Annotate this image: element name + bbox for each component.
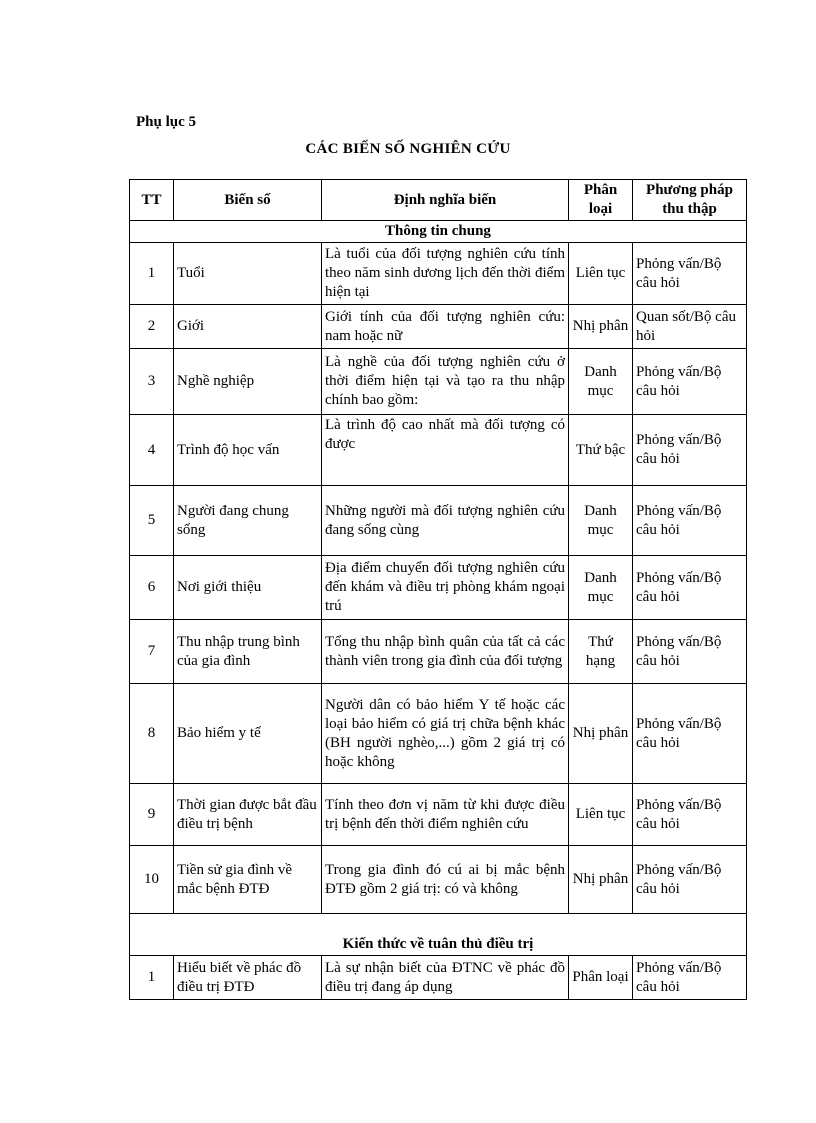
table-row bbox=[130, 349, 747, 415]
variables-table bbox=[129, 179, 747, 1000]
row-classification: Thứ hạng bbox=[569, 620, 633, 684]
row-definition: Là nghề của đối tượng nghiên cứu ở thời điểm hiện tại và tạo ra thu nhập chính bao gồm: bbox=[322, 349, 569, 415]
row-definition: Là tuổi của đối tượng nghiên cứu tính theo năm sinh dương lịch đến thời điểm hiện tại bbox=[322, 243, 569, 305]
row-classification: Danh mục bbox=[569, 349, 633, 415]
header-method: Phương pháp thu thập bbox=[633, 180, 747, 221]
row-method: Phỏng vấn/Bộ câu hỏi bbox=[633, 349, 747, 415]
row-variable: Trình độ học vấn bbox=[174, 415, 322, 486]
table-row bbox=[130, 556, 747, 620]
row-classification: Danh mục bbox=[569, 556, 633, 620]
document-title: CÁC BIẾN SỐ NGHIÊN CỨU bbox=[305, 141, 511, 157]
row-definition: Những người mà đối tượng nghiên cứu đang sống cùng bbox=[322, 486, 569, 556]
row-variable: Nơi giới thiệu bbox=[174, 556, 322, 620]
row-method: Phỏng vấn/Bộ câu hỏi bbox=[633, 846, 747, 914]
row-definition: Giới tính của đối tượng nghiên cứu: nam hoặc nữ bbox=[322, 305, 569, 349]
row-tt: 6 bbox=[130, 556, 174, 620]
table-row bbox=[130, 846, 747, 914]
table-row bbox=[130, 956, 747, 1000]
row-variable: Thời gian được bắt đầu điều trị bệnh bbox=[174, 784, 322, 846]
table-row bbox=[130, 243, 747, 305]
row-tt: 5 bbox=[130, 486, 174, 556]
table-row bbox=[130, 684, 747, 784]
row-variable: Tuổi bbox=[174, 243, 322, 305]
row-definition: Người dân có bảo hiểm Y tế hoặc các loại bảo hiểm có giá trị chữa bệnh khác (BH người nghèo,...) gồm 2 giá trị có hoặc không bbox=[322, 684, 569, 784]
section-row bbox=[130, 221, 747, 243]
section-title: Thông tin chung bbox=[130, 221, 747, 243]
row-classification: Danh mục bbox=[569, 486, 633, 556]
row-method: Phỏng vấn/Bộ câu hỏi bbox=[633, 684, 747, 784]
row-tt: 3 bbox=[130, 349, 174, 415]
row-method: Phỏng vấn/Bộ câu hỏi bbox=[633, 956, 747, 1000]
row-definition: Trong gia đình đó cú ai bị mắc bệnh ĐTĐ gồm 2 giá trị: có và không bbox=[322, 846, 569, 914]
row-definition: Là sự nhận biết của ĐTNC về phác đồ điều trị đang áp dụng bbox=[322, 956, 569, 1000]
row-tt: 8 bbox=[130, 684, 174, 784]
row-method: Phỏng vấn/Bộ câu hỏi bbox=[633, 784, 747, 846]
row-method: Phỏng vấn/Bộ câu hỏi bbox=[633, 620, 747, 684]
section-title: Kiến thức về tuân thủ điều trị bbox=[130, 914, 747, 956]
table-row bbox=[130, 784, 747, 846]
table-row bbox=[130, 486, 747, 556]
header-definition: Định nghĩa biến bbox=[322, 180, 569, 221]
row-variable: Bảo hiểm y tế bbox=[174, 684, 322, 784]
row-tt: 2 bbox=[130, 305, 174, 349]
row-classification: Nhị phân bbox=[569, 305, 633, 349]
row-method: Phỏng vấn/Bộ câu hỏi bbox=[633, 556, 747, 620]
row-classification: Liên tục bbox=[569, 784, 633, 846]
row-variable: Tiền sử gia đình về mắc bệnh ĐTĐ bbox=[174, 846, 322, 914]
row-classification: Nhị phân bbox=[569, 846, 633, 914]
header-tt: TT bbox=[130, 180, 174, 221]
row-tt: 4 bbox=[130, 415, 174, 486]
row-tt: 9 bbox=[130, 784, 174, 846]
row-method: Phỏng vấn/Bộ câu hỏi bbox=[633, 486, 747, 556]
row-classification: Thứ bậc bbox=[569, 415, 633, 486]
row-variable: Giới bbox=[174, 305, 322, 349]
row-tt: 1 bbox=[130, 956, 174, 1000]
row-classification: Nhị phân bbox=[569, 684, 633, 784]
row-method: Phỏng vấn/Bộ câu hỏi bbox=[633, 243, 747, 305]
appendix-label: Phụ lục 5 bbox=[136, 114, 197, 130]
row-variable: Hiểu biết về phác đồ điều trị ĐTĐ bbox=[174, 956, 322, 1000]
row-tt: 7 bbox=[130, 620, 174, 684]
row-definition: Là trình độ cao nhất mà đối tượng có được bbox=[322, 415, 569, 486]
header-classification: Phân loại bbox=[569, 180, 633, 221]
row-classification: Phân loại bbox=[569, 956, 633, 1000]
row-variable: Người đang chung sống bbox=[174, 486, 322, 556]
header-variable: Biến số bbox=[174, 180, 322, 221]
table-row bbox=[130, 305, 747, 349]
row-classification: Liên tục bbox=[569, 243, 633, 305]
row-method: Phỏng vấn/Bộ câu hỏi bbox=[633, 415, 747, 486]
row-variable: Nghề nghiệp bbox=[174, 349, 322, 415]
section-row bbox=[130, 914, 747, 956]
table-row bbox=[130, 415, 747, 486]
header-row bbox=[130, 180, 747, 221]
row-tt: 1 bbox=[130, 243, 174, 305]
row-definition: Tính theo đơn vị năm từ khi được điều trị bệnh đến thời điểm nghiên cứu bbox=[322, 784, 569, 846]
row-variable: Thu nhập trung bình của gia đình bbox=[174, 620, 322, 684]
row-tt: 10 bbox=[130, 846, 174, 914]
row-definition: Tổng thu nhập bình quân của tất cả các thành viên trong gia đình của đối tượng bbox=[322, 620, 569, 684]
row-definition: Địa điểm chuyển đối tượng nghiên cứu đến khám và điều trị phòng khám ngoại trú bbox=[322, 556, 569, 620]
table-row bbox=[130, 620, 747, 684]
row-method: Quan sốt/Bộ câu hỏi bbox=[633, 305, 747, 349]
